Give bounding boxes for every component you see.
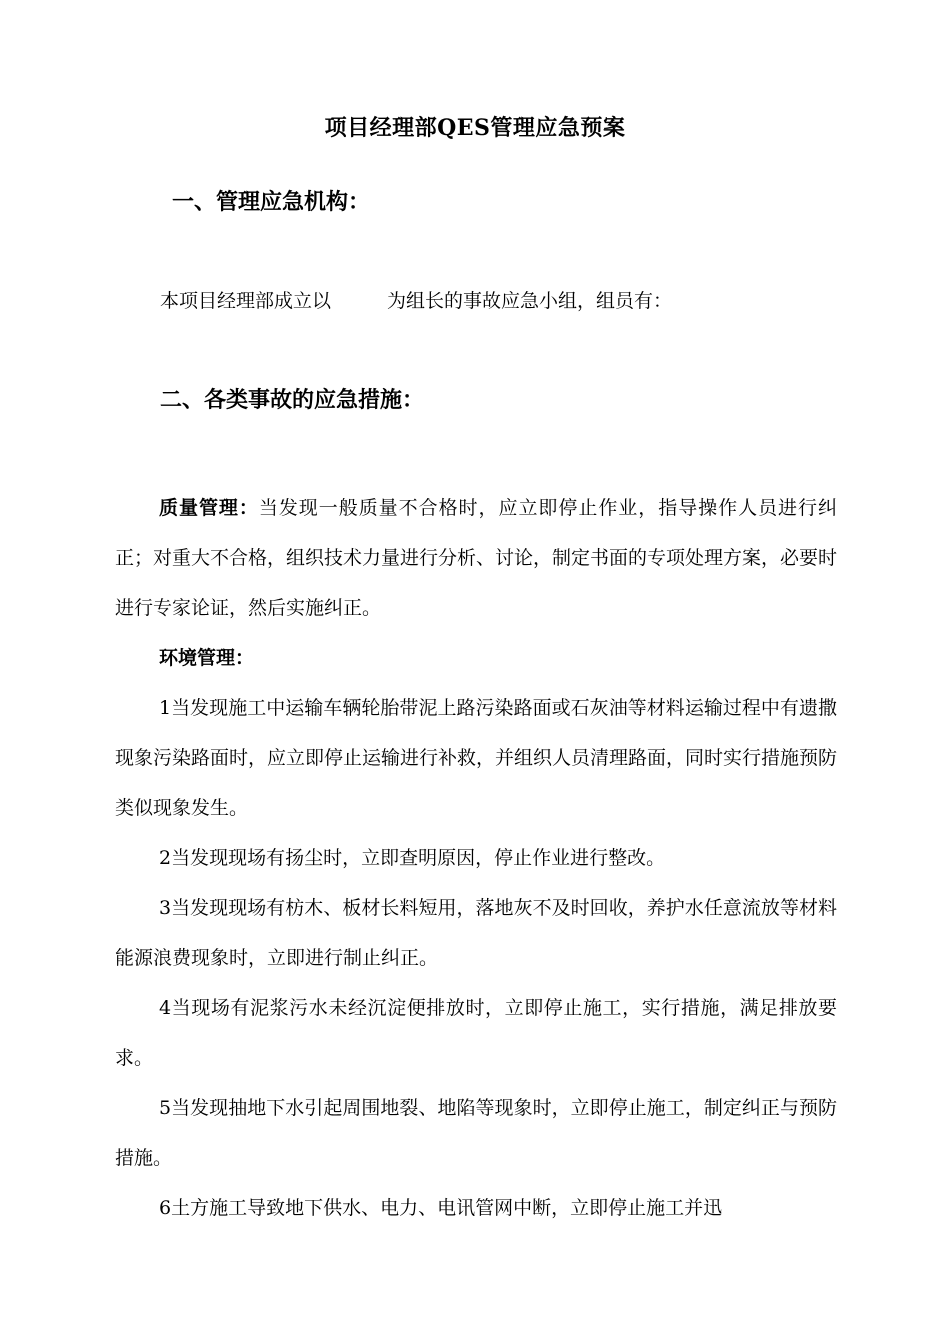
environment-item-1: 1当发现施工中运输车辆轮胎带泥上路污染路面或石灰油等材料运输过程中有遗撒现象污染路面时，应立即停止运输进行补救，并组织人员清理路面，同时实行措施预防类似现象发生。 bbox=[115, 697, 838, 819]
environment-item-5: 5当发现抽地下水引起周围地裂、地陷等现象时，立即停止施工，制定纠正与预防措施。 bbox=[115, 1097, 837, 1169]
document-title: 项目经理部QES管理应急预案 bbox=[324, 115, 626, 141]
quality-text: 当发现一般质量不合格时，应立即停止作业，指导操作人员进行纠正；对重大不合格，组织技术力量进行分析、讨论，制定书面的专项处理方案，必要时进行专家论证，然后实施纠正。 bbox=[115, 497, 838, 619]
section-heading-emergency-measures: 二、各类事故的应急措施： bbox=[160, 387, 425, 413]
environment-item-3: 3当发现现场有枋木、板材长料短用，落地灰不及时回收，养护水任意流放等材料能源浪费现象时，立即进行制止纠正。 bbox=[115, 897, 837, 969]
environment-item-4: 4当现场有泥浆污水未经沉淀便排放时，立即停止施工，实行措施，满足排放要求。 bbox=[115, 997, 837, 1069]
environment-label: 环境管理： bbox=[159, 647, 255, 669]
measures-body bbox=[115, 483, 837, 1233]
intro-text-before: 本项目经理部成立以 bbox=[160, 290, 332, 312]
section-heading-emergency-organization: 一、管理应急机构： bbox=[172, 189, 371, 215]
quality-paragraph bbox=[115, 483, 837, 633]
organization-intro bbox=[160, 286, 672, 316]
quality-label: 质量管理： bbox=[159, 497, 259, 519]
environment-item-2: 2当发现现场有扬尘时，立即查明原因，停止作业进行整改。 bbox=[159, 847, 666, 869]
environment-item-6: 6土方施工导致地下供水、电力、电讯管网中断，立即停止施工并迅 bbox=[159, 1197, 723, 1219]
intro-text-after: 为组长的事故应急小组，组员有： bbox=[387, 290, 673, 312]
